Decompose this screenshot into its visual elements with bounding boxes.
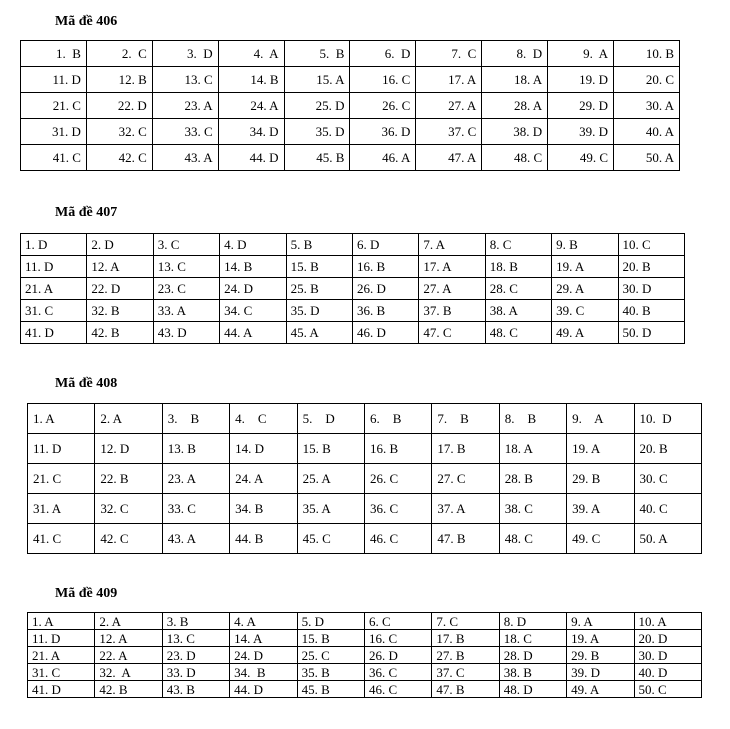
answer-cell: 22. D <box>87 278 153 300</box>
answer-cell: 23. D <box>162 647 229 664</box>
answer-table-407 <box>20 233 685 344</box>
answer-cell: 37. C <box>416 119 482 145</box>
answer-cell: 40. C <box>634 494 701 524</box>
answer-cell: 27. A <box>419 278 485 300</box>
answer-cell: 9. A <box>567 613 634 630</box>
answer-cell: 42. B <box>87 322 153 344</box>
answer-cell: 6. D <box>350 41 416 67</box>
answer-cell: 38. D <box>482 119 548 145</box>
answer-cell: 12. B <box>86 67 152 93</box>
answer-cell: 28. B <box>499 464 566 494</box>
answer-cell: 40. D <box>634 664 701 681</box>
answer-cell: 13. C <box>153 256 219 278</box>
answer-cell: 22. A <box>95 647 162 664</box>
answer-cell: 16. B <box>352 256 418 278</box>
answer-cell: 45. A <box>286 322 352 344</box>
answer-cell: 4. A <box>230 613 297 630</box>
answer-cell: 49. C <box>567 524 634 554</box>
answer-cell: 19. D <box>548 67 614 93</box>
answer-cell: 49. A <box>552 322 618 344</box>
answer-cell: 47. B <box>432 524 499 554</box>
answer-cell: 43. A <box>152 145 218 171</box>
answer-cell: 21. A <box>21 278 87 300</box>
answer-cell: 7. C <box>432 613 499 630</box>
answer-cell: 33. A <box>153 300 219 322</box>
answer-cell: 27. A <box>416 93 482 119</box>
answer-cell: 35. A <box>297 494 364 524</box>
answer-cell: 31. D <box>21 119 87 145</box>
answer-cell: 20. C <box>614 67 680 93</box>
answer-cell: 20. B <box>618 256 684 278</box>
answer-cell: 39. A <box>567 494 634 524</box>
answer-cell: 49. A <box>567 681 634 698</box>
answer-cell: 4. A <box>218 41 284 67</box>
answer-cell: 29. B <box>567 647 634 664</box>
answer-cell: 37. A <box>432 494 499 524</box>
answer-cell: 45. B <box>284 145 350 171</box>
answer-cell: 17. A <box>419 256 485 278</box>
answer-cell: 43. B <box>162 681 229 698</box>
table-row <box>28 524 702 554</box>
answer-cell: 16. C <box>350 67 416 93</box>
answer-cell: 3. B <box>162 613 229 630</box>
answer-cell: 48. D <box>499 681 566 698</box>
answer-cell: 32. B <box>87 300 153 322</box>
answer-cell: 47. B <box>432 681 499 698</box>
answer-cell: 20. D <box>634 630 701 647</box>
answer-cell: 44. A <box>220 322 286 344</box>
answer-cell: 4. C <box>230 404 297 434</box>
answer-cell: 5. B <box>284 41 350 67</box>
answer-cell: 17. B <box>432 630 499 647</box>
answer-cell: 35. B <box>297 664 364 681</box>
answer-cell: 2. D <box>87 234 153 256</box>
answer-cell: 16. B <box>364 434 431 464</box>
answer-cell: 35. D <box>286 300 352 322</box>
table-row <box>21 234 685 256</box>
answer-cell: 1. A <box>28 613 95 630</box>
answer-cell: 19. A <box>552 256 618 278</box>
answer-cell: 30. D <box>618 278 684 300</box>
answer-cell: 47. A <box>416 145 482 171</box>
answer-cell: 50. D <box>618 322 684 344</box>
table-row <box>28 434 702 464</box>
answer-cell: 18. A <box>482 67 548 93</box>
answer-cell: 46. C <box>364 524 431 554</box>
answer-cell: 48. C <box>499 524 566 554</box>
section-title-406: Mã đề 406 <box>55 14 118 29</box>
answer-cell: 3. B <box>162 404 229 434</box>
answer-table-409 <box>27 612 702 698</box>
answer-cell: 25. D <box>284 93 350 119</box>
answer-cell: 1. A <box>28 404 95 434</box>
answer-cell: 47. C <box>419 322 485 344</box>
answer-cell: 25. C <box>297 647 364 664</box>
answer-cell: 36. B <box>352 300 418 322</box>
answer-cell: 8. B <box>499 404 566 434</box>
answer-cell: 2. A <box>95 613 162 630</box>
answer-cell: 9. A <box>548 41 614 67</box>
answer-cell: 43. A <box>162 524 229 554</box>
answer-cell: 9. A <box>567 404 634 434</box>
answer-cell: 8. D <box>499 613 566 630</box>
answer-cell: 38. A <box>485 300 551 322</box>
answer-cell: 26. D <box>364 647 431 664</box>
table-row <box>28 664 702 681</box>
answer-cell: 48. C <box>485 322 551 344</box>
answer-cell: 28. A <box>482 93 548 119</box>
answer-cell: 29. A <box>552 278 618 300</box>
answer-cell: 23. A <box>162 464 229 494</box>
answer-cell: 34. D <box>218 119 284 145</box>
answer-cell: 24. D <box>230 647 297 664</box>
answer-cell: 21. A <box>28 647 95 664</box>
answer-cell: 32. A <box>95 664 162 681</box>
answer-cell: 19. A <box>567 434 634 464</box>
answer-cell: 32. C <box>86 119 152 145</box>
table-row <box>28 681 702 698</box>
answer-cell: 48. C <box>482 145 548 171</box>
answer-cell: 10. A <box>634 613 701 630</box>
answer-cell: 39. D <box>567 664 634 681</box>
answer-cell: 18. B <box>485 256 551 278</box>
answer-cell: 8. C <box>485 234 551 256</box>
answer-cell: 23. C <box>153 278 219 300</box>
answer-cell: 17. A <box>416 67 482 93</box>
answer-cell: 13. B <box>162 434 229 464</box>
answer-cell: 10. B <box>614 41 680 67</box>
answer-cell: 5. D <box>297 404 364 434</box>
answer-cell: 36. C <box>364 664 431 681</box>
answer-cell: 11. D <box>28 630 95 647</box>
answer-cell: 46. C <box>364 681 431 698</box>
answer-cell: 24. A <box>230 464 297 494</box>
answer-cell: 28. D <box>499 647 566 664</box>
answer-cell: 30. D <box>634 647 701 664</box>
answer-cell: 18. A <box>499 434 566 464</box>
answer-cell: 13. C <box>152 67 218 93</box>
answer-cell: 3. C <box>153 234 219 256</box>
answer-cell: 45. B <box>297 681 364 698</box>
answer-cell: 8. D <box>482 41 548 67</box>
answer-cell: 39. C <box>552 300 618 322</box>
answer-cell: 29. D <box>548 93 614 119</box>
answer-cell: 14. A <box>230 630 297 647</box>
answer-cell: 33. C <box>152 119 218 145</box>
section-title-407: Mã đề 407 <box>55 205 118 220</box>
section-title-408: Mã đề 408 <box>55 376 118 391</box>
table-row <box>28 630 702 647</box>
answer-cell: 39. D <box>548 119 614 145</box>
answer-cell: 7. A <box>419 234 485 256</box>
answer-cell: 12. D <box>95 434 162 464</box>
answer-cell: 41. D <box>28 681 95 698</box>
answer-cell: 31. C <box>21 300 87 322</box>
answer-cell: 7. B <box>432 404 499 434</box>
answer-cell: 27. B <box>432 647 499 664</box>
answer-cell: 14. B <box>218 67 284 93</box>
answer-cell: 37. C <box>432 664 499 681</box>
answer-cell: 25. A <box>297 464 364 494</box>
answer-cell: 29. B <box>567 464 634 494</box>
answer-cell: 20. B <box>634 434 701 464</box>
answer-cell: 33. C <box>162 494 229 524</box>
answer-cell: 14. D <box>230 434 297 464</box>
answer-cell: 14. B <box>220 256 286 278</box>
table-row <box>21 300 685 322</box>
table-row <box>28 613 702 630</box>
answer-cell: 2. A <box>95 404 162 434</box>
answer-cell: 32. C <box>95 494 162 524</box>
answer-cell: 3. D <box>152 41 218 67</box>
answer-cell: 44. B <box>230 524 297 554</box>
answer-cell: 15. B <box>297 630 364 647</box>
answer-cell: 21. C <box>21 93 87 119</box>
answer-cell: 11. D <box>28 434 95 464</box>
answer-cell: 22. D <box>86 93 152 119</box>
answer-cell: 15. B <box>286 256 352 278</box>
table-row <box>21 119 680 145</box>
answer-cell: 44. D <box>218 145 284 171</box>
answer-cell: 42. C <box>86 145 152 171</box>
answer-cell: 16. C <box>364 630 431 647</box>
answer-cell: 34. B <box>230 494 297 524</box>
answer-cell: 6. C <box>364 613 431 630</box>
table-row <box>21 256 685 278</box>
answer-cell: 21. C <box>28 464 95 494</box>
answer-cell: 42. C <box>95 524 162 554</box>
answer-cell: 27. C <box>432 464 499 494</box>
answer-cell: 24. D <box>220 278 286 300</box>
answer-cell: 13. C <box>162 630 229 647</box>
answer-cell: 40. A <box>614 119 680 145</box>
answer-cell: 7. C <box>416 41 482 67</box>
table-row <box>21 322 685 344</box>
answer-cell: 1. D <box>21 234 87 256</box>
answer-cell: 34. C <box>220 300 286 322</box>
answer-cell: 35. D <box>284 119 350 145</box>
answer-cell: 50. C <box>634 681 701 698</box>
answer-cell: 11. D <box>21 67 87 93</box>
table-row <box>28 494 702 524</box>
answer-cell: 23. A <box>152 93 218 119</box>
answer-cell: 10. C <box>618 234 684 256</box>
section-title-409: Mã đề 409 <box>55 586 118 601</box>
answer-cell: 28. C <box>485 278 551 300</box>
answer-cell: 26. C <box>350 93 416 119</box>
table-row <box>21 41 680 67</box>
answer-cell: 5. B <box>286 234 352 256</box>
answer-cell: 15. B <box>297 434 364 464</box>
answer-cell: 31. C <box>28 664 95 681</box>
answer-cell: 50. A <box>634 524 701 554</box>
answer-cell: 40. B <box>618 300 684 322</box>
answer-cell: 49. C <box>548 145 614 171</box>
table-row <box>21 145 680 171</box>
answer-cell: 22. B <box>95 464 162 494</box>
answer-cell: 17. B <box>432 434 499 464</box>
table-row <box>28 464 702 494</box>
answer-cell: 31. A <box>28 494 95 524</box>
answer-cell: 26. C <box>364 464 431 494</box>
answer-cell: 25. B <box>286 278 352 300</box>
table-row <box>28 404 702 434</box>
answer-table-408 <box>27 403 702 554</box>
answer-cell: 46. A <box>350 145 416 171</box>
table-row <box>21 67 680 93</box>
table-row <box>21 93 680 119</box>
answer-cell: 41. C <box>28 524 95 554</box>
answer-cell: 4. D <box>220 234 286 256</box>
answer-cell: 9. B <box>552 234 618 256</box>
answer-cell: 38. C <box>499 494 566 524</box>
answer-cell: 42. B <box>95 681 162 698</box>
answer-cell: 30. C <box>634 464 701 494</box>
answer-cell: 12. A <box>87 256 153 278</box>
answer-cell: 34. B <box>230 664 297 681</box>
answer-cell: 44. D <box>230 681 297 698</box>
answer-table-406 <box>20 40 680 171</box>
answer-cell: 15. A <box>284 67 350 93</box>
answer-cell: 45. C <box>297 524 364 554</box>
answer-cell: 19. A <box>567 630 634 647</box>
answer-cell: 30. A <box>614 93 680 119</box>
answer-cell: 43. D <box>153 322 219 344</box>
answer-cell: 10. D <box>634 404 701 434</box>
answer-cell: 36. D <box>350 119 416 145</box>
answer-cell: 38. B <box>499 664 566 681</box>
table-row <box>28 647 702 664</box>
answer-cell: 36. C <box>364 494 431 524</box>
answer-cell: 11. D <box>21 256 87 278</box>
answer-cell: 46. D <box>352 322 418 344</box>
answer-cell: 33. D <box>162 664 229 681</box>
answer-cell: 12. A <box>95 630 162 647</box>
answer-cell: 6. D <box>352 234 418 256</box>
answer-cell: 5. D <box>297 613 364 630</box>
answer-cell: 6. B <box>364 404 431 434</box>
answer-cell: 26. D <box>352 278 418 300</box>
answer-cell: 41. D <box>21 322 87 344</box>
answer-cell: 2. C <box>86 41 152 67</box>
answer-cell: 18. C <box>499 630 566 647</box>
answer-cell: 1. B <box>21 41 87 67</box>
answer-cell: 24. A <box>218 93 284 119</box>
table-row <box>21 278 685 300</box>
answer-cell: 50. A <box>614 145 680 171</box>
answer-cell: 41. C <box>21 145 87 171</box>
answer-cell: 37. B <box>419 300 485 322</box>
